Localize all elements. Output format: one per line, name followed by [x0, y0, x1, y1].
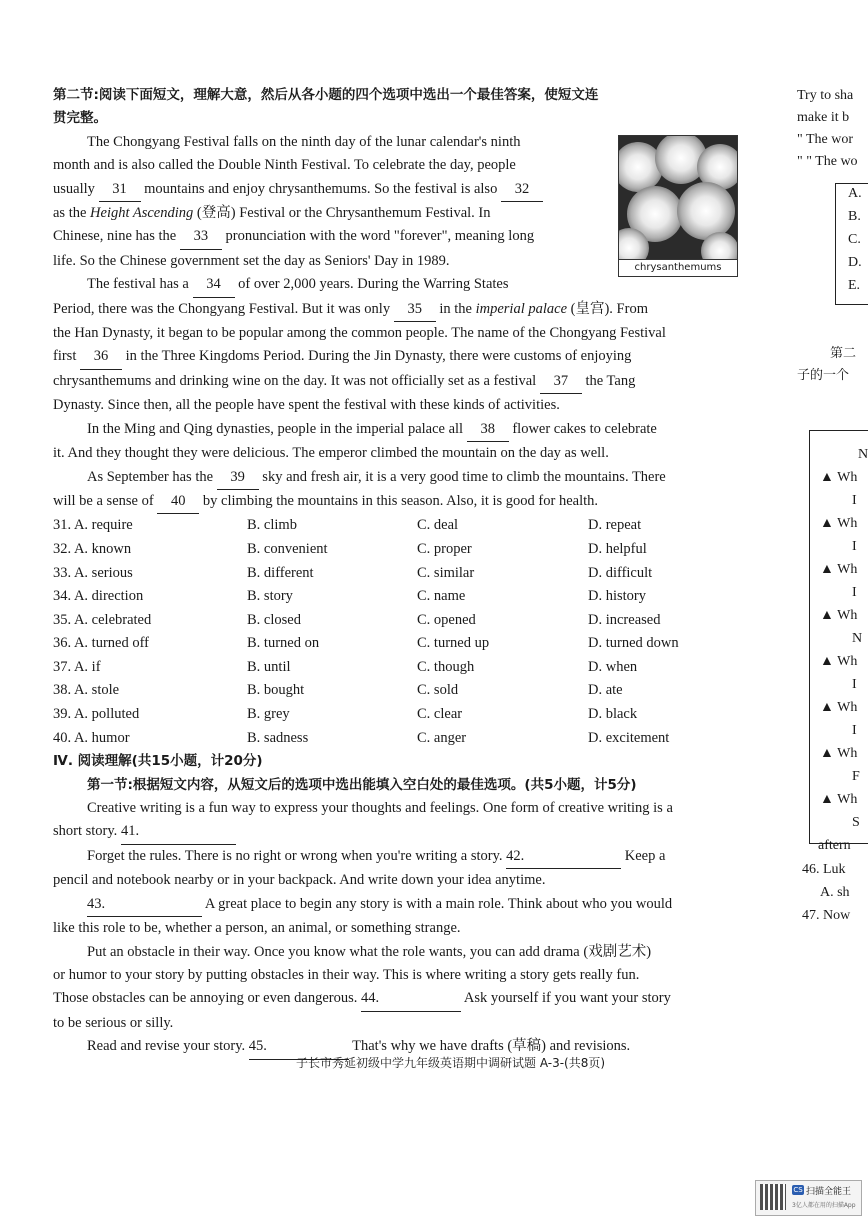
blank-43[interactable]: 43.: [87, 893, 202, 917]
option-d[interactable]: D. excitement: [588, 729, 670, 746]
options-list: [53, 514, 743, 750]
right-text: ▲ Wh: [820, 562, 858, 577]
option-row: [53, 585, 743, 609]
blank-33[interactable]: 33: [180, 225, 222, 249]
p1-line3: usually 31 mountains and enjoy chrysanthemums. So the festival is also 32: [53, 178, 743, 202]
option-c[interactable]: C. name: [417, 588, 466, 605]
option-d[interactable]: D. helpful: [588, 540, 647, 557]
option-c[interactable]: C. deal: [417, 517, 459, 534]
option-row: [53, 727, 743, 751]
blank-32[interactable]: 32: [501, 178, 543, 202]
section2-heading-cont: 贯完整。: [53, 110, 107, 127]
option-d[interactable]: D. ate: [588, 682, 623, 699]
blank-41[interactable]: 41.: [121, 820, 236, 844]
p2-line5: chrysanthemums and drinking wine on the day. It was not officially set as a festival 37 the Tang: [53, 370, 743, 394]
option-a[interactable]: 38. A. stole: [53, 682, 120, 699]
option-row: [53, 656, 743, 680]
right-text: ▲ Wh: [820, 746, 858, 761]
cw-line8: or humor to your story by putting obstacles in their way. This is where writing a story gets really fun.: [53, 966, 640, 983]
p2-line3: the Han Dynasty, it began to be popular among the common people. The name of the Chongyang Festival: [53, 325, 666, 342]
right-option: A.: [848, 186, 862, 201]
blank-31[interactable]: 31: [99, 178, 141, 202]
right-option: D.: [848, 255, 862, 270]
right-text: make it b: [797, 110, 850, 125]
right-text: S: [852, 815, 860, 830]
flower-icon: [677, 182, 735, 240]
option-row: [53, 632, 743, 656]
cw-line7: Put an obstacle in their way. Once you know what the role wants, you can add drama (戏剧艺术): [87, 943, 652, 960]
p4-line1: As September has the 39 sky and fresh air, it is a very good time to climb the mountains. There: [53, 466, 743, 490]
blank-36[interactable]: 36: [80, 345, 122, 369]
p3-line2: it. And they thought they were delicious. The emperor climbed the mountain on the day as well.: [53, 445, 609, 462]
option-b[interactable]: B. convenient: [247, 540, 328, 557]
right-text: ▲ Wh: [820, 792, 858, 807]
right-text: 46. Luk: [802, 862, 846, 877]
blank-40[interactable]: 40: [157, 490, 199, 514]
part4-subheading: 第一节:根据短文内容，从短文后的选项中选出能填入空白处的最佳选项。(共5小题，计5分): [87, 776, 637, 793]
cw-line6: like this role to be, whether a person, an animal, or something strange.: [53, 920, 461, 937]
section2-heading: 第二节:阅读下面短文，理解大意，然后从各小题的四个选项中选出一个最佳答案，使短文连: [53, 87, 599, 103]
option-row: [53, 679, 743, 703]
option-a[interactable]: 34. A. direction: [53, 588, 144, 605]
p2-line6: Dynasty. Since then, all the people have spent the festival with these kinds of activities.: [53, 397, 560, 414]
qr-code-icon: [760, 1184, 786, 1210]
right-text: 47. Now: [802, 908, 851, 923]
p1-line4: as the Height Ascending (登高) Festival or the Chrysanthemum Festival. In: [53, 205, 491, 222]
scanner-badge: [755, 1180, 862, 1216]
right-text: I: [852, 493, 857, 508]
scanner-logo-icon: CS: [793, 1186, 803, 1194]
right-option: B.: [848, 209, 861, 224]
right-text: I: [852, 677, 857, 692]
option-d[interactable]: D. increased: [588, 611, 661, 628]
option-c[interactable]: C. similar: [417, 564, 475, 581]
option-row: [53, 703, 743, 727]
option-d[interactable]: D. when: [588, 658, 638, 675]
option-b[interactable]: B. grey: [247, 706, 290, 723]
right-text: 第二: [830, 346, 857, 361]
p1-line5: Chinese, nine has the 33 pronunciation with the word "forever", meaning long: [53, 225, 743, 249]
right-text: aftern: [818, 838, 851, 853]
option-b[interactable]: B. sadness: [247, 729, 309, 746]
p1-line1: The Chongyang Festival falls on the ninth day of the lunar calendar's ninth: [87, 133, 521, 150]
cw-line3: Forget the rules. There is no right or wrong when you're writing a story. 42. Keep a: [53, 845, 743, 869]
cw-line5: 43. A great place to begin any story is with a main role. Think about who you would: [53, 893, 743, 917]
p2-line2: Period, there was the Chongyang Festival. But it was only 35 in the imperial palace (皇宫). From: [53, 298, 743, 322]
option-row: [53, 609, 743, 633]
chrysanthemum-photo: [618, 135, 738, 277]
right-text: N: [852, 631, 863, 646]
blank-35[interactable]: 35: [394, 298, 436, 322]
cw-line4: pencil and notebook nearby or in your backpack. And write down your idea anytime.: [53, 872, 546, 889]
option-row: [53, 562, 743, 586]
right-text: Try to sha: [797, 88, 854, 103]
p1-line2: month and is also called the Double Ninth Festival. To celebrate the day, people: [53, 157, 516, 174]
p1-line6: life. So the Chinese government set the day as Seniors' Day in 1989.: [53, 252, 450, 269]
cw-line10: to be serious or silly.: [53, 1014, 174, 1031]
option-a[interactable]: 37. A. if: [53, 658, 101, 675]
option-b[interactable]: B. until: [247, 658, 291, 675]
blank-38[interactable]: 38: [467, 418, 509, 442]
right-text: I: [852, 723, 857, 738]
option-a[interactable]: 36. A. turned off: [53, 635, 149, 652]
option-a[interactable]: 33. A. serious: [53, 564, 133, 581]
blank-37[interactable]: 37: [540, 370, 582, 394]
option-d[interactable]: D. turned down: [588, 635, 679, 652]
option-a[interactable]: 39. A. polluted: [53, 706, 140, 723]
right-option: C.: [848, 232, 861, 247]
right-text: ▲ Wh: [820, 654, 858, 669]
p3-line1: In the Ming and Qing dynasties, people in the imperial palace all 38 flower cakes to celebrate: [53, 418, 743, 442]
right-text: I: [852, 539, 857, 554]
blank-44[interactable]: 44.: [361, 987, 461, 1011]
option-b[interactable]: B. story: [247, 588, 293, 605]
right-text: I: [852, 585, 857, 600]
p4-line2: will be a sense of 40 by climbing the mountains in this season. Also, it is good for health.: [53, 490, 743, 514]
right-text: A. sh: [820, 885, 850, 900]
right-text: N: [858, 447, 868, 462]
right-text: ▲ Wh: [820, 608, 858, 623]
option-row: [53, 514, 743, 538]
blank-42[interactable]: 42.: [506, 845, 621, 869]
right-text: 子的一个: [797, 368, 850, 383]
option-a[interactable]: 40. A. humor: [53, 729, 130, 746]
right-text: F: [852, 769, 860, 784]
option-c[interactable]: C. turned up: [417, 635, 490, 652]
option-c[interactable]: C. proper: [417, 540, 472, 557]
option-c[interactable]: C. sold: [417, 682, 459, 699]
option-row: [53, 538, 743, 562]
option-b[interactable]: B. closed: [247, 611, 301, 628]
cw-line9: Those obstacles can be annoying or even dangerous. 44. Ask yourself if you want your story: [53, 987, 743, 1011]
page-footer: 子长市秀延初级中学九年级英语期中调研试题 A-3-(共8页): [296, 1056, 606, 1070]
p2-line4: first 36 in the Three Kingdoms Period. During the Jin Dynasty, there were customs of enjoying: [53, 345, 743, 369]
right-text: ▲ Wh: [820, 516, 858, 531]
cw-line11: Read and revise your story. 45. That's why we have drafts (草稿) and revisions.: [53, 1035, 743, 1059]
photo-caption: chrysanthemums: [619, 259, 737, 276]
option-d[interactable]: D. history: [588, 588, 646, 605]
option-d[interactable]: D. black: [588, 706, 638, 723]
option-b[interactable]: B. turned on: [247, 635, 320, 652]
cw-line1: Creative writing is a fun way to express your thoughts and feelings. One form of creative writing is a: [87, 800, 673, 817]
blank-39[interactable]: 39: [217, 466, 259, 490]
option-a[interactable]: 31. A. require: [53, 517, 133, 534]
option-b[interactable]: B. different: [247, 564, 314, 581]
option-d[interactable]: D. repeat: [588, 517, 642, 534]
right-text: ▲ Wh: [820, 700, 858, 715]
blank-45[interactable]: 45.: [249, 1035, 349, 1059]
option-c[interactable]: C. though: [417, 658, 475, 675]
blank-34[interactable]: 34: [193, 273, 235, 297]
option-b[interactable]: B. bought: [247, 682, 305, 699]
option-d[interactable]: D. difficult: [588, 564, 653, 581]
option-a[interactable]: 32. A. known: [53, 540, 132, 557]
right-text: " The wor: [797, 132, 853, 147]
cw-line2: short story. 41.: [53, 820, 743, 844]
right-text: ▲ Wh: [820, 470, 858, 485]
scanner-sub: 3亿人都在用的扫描App: [792, 1202, 856, 1209]
option-b[interactable]: B. climb: [247, 517, 297, 534]
scanner-name: 扫描全能王: [806, 1187, 852, 1197]
right-option: E.: [848, 278, 861, 293]
option-c[interactable]: C. clear: [417, 706, 463, 723]
option-c[interactable]: C. anger: [417, 729, 467, 746]
option-a[interactable]: 35. A. celebrated: [53, 611, 152, 628]
p2-line1: The festival has a 34 of over 2,000 years. During the Warring States: [53, 273, 743, 297]
part4-heading: Ⅳ. 阅读理解(共15小题，计20分): [53, 753, 263, 770]
option-c[interactable]: C. opened: [417, 611, 476, 628]
right-text: " " The wo: [797, 154, 858, 169]
